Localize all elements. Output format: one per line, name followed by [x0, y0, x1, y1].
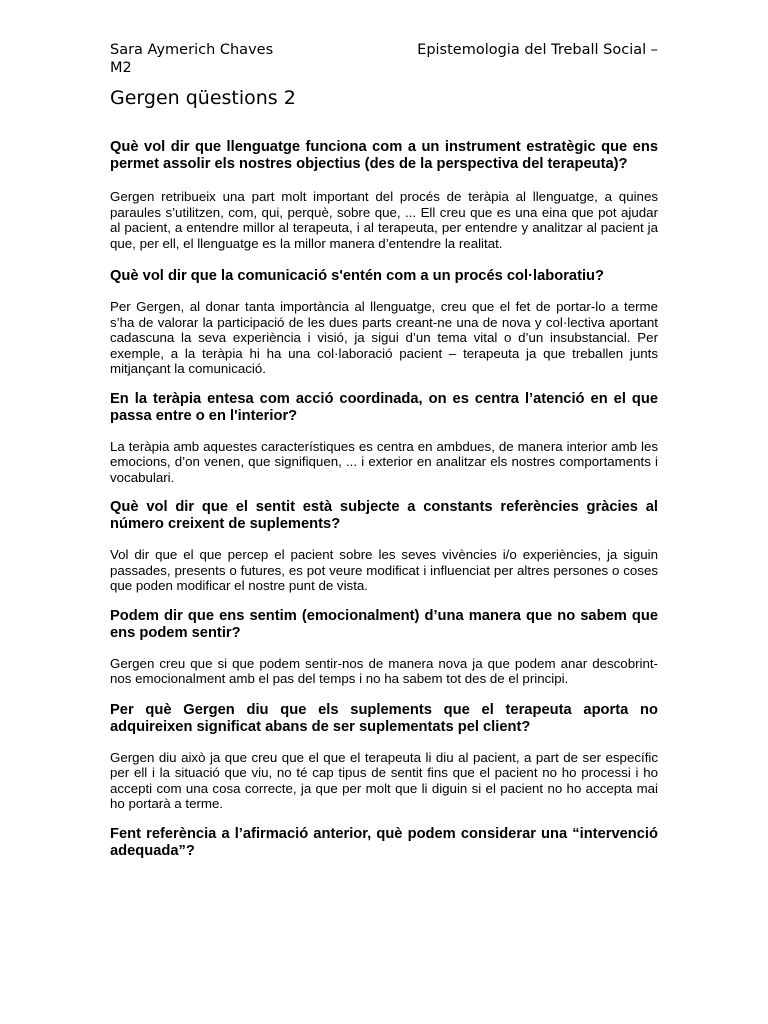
answer-2: Per Gergen, al donar tanta importància al llenguatge, creu que el fet de portar-lo a terme s’ha de valorar la participació de les dues parts creant-ne una de nova y col·lectiva aportant cadascuna la seva experiència i visió, ja sigui d’un tema vital o d’un insubstancial. Per exemple, a la teràpia hi ha una col·laboració pacient – terapeuta ja que treballen junts mitjançant la comunicació. [110, 299, 658, 376]
document-title: Gergen qüestions 2 [110, 87, 296, 109]
course-name: Epistemologia del Treball Social – [417, 42, 658, 58]
question-3: En la teràpia entesa com acció coordinada, on es centra l’atenció en el que passa entre o en l'interior? [110, 390, 658, 424]
answer-3: La teràpia amb aquestes característiques es centra en ambdues, de manera interior amb les emocions, d’on venen, que signifiquen, ... i exterior en analitzar els nostres comportaments i vocabulari. [110, 438, 658, 485]
question-1: Què vol dir que llenguatge funciona com a un instrument estratègic que ens permet assolir els nostres objectius (des de la perspectiva del terapeuta)? [110, 139, 658, 172]
question-6: Per què Gergen diu que els suplements que el terapeuta aporta no adquireixen significat abans de ser suplementats pel client? [110, 701, 658, 735]
answer-1: Gergen retribueix una part molt important del procés de teràpia al llenguatge, a quines paraules s’utilitzen, com, qui, perquè, sobre que, ... Ell creu que es una eina que pot ajudar al pacient, a entendre millor al terapeuta, i al terapeuta, per entendre y analitzar al pacient ja que, per ell, el llenguatge es la millor manera d’entendre la realitat. [110, 189, 658, 251]
author-name: Sara Aymerich Chaves [110, 42, 274, 58]
answer-5: Gergen creu que si que podem sentir-nos de manera nova ja que podem anar descobrint-nos emocionalment amb el pas del temps i no ha sabem tot des de el principi. [110, 655, 658, 686]
question-5: Podem dir que ens sentim (emocionalment) d’una manera que no sabem que ens podem sentir? [110, 607, 658, 641]
question-4: Què vol dir que el sentit està subjecte a constants referències gràcies al número creixent de suplements? [110, 499, 658, 532]
question-7: Fent referència a l’afirmació anterior, què podem considerar una “intervenció adequada”? [110, 825, 658, 859]
document-body [110, 139, 658, 860]
page-header [110, 41, 658, 77]
question-2: Què vol dir que la comunicació s'entén com a un procés col·laboratiu? [110, 268, 604, 284]
answer-4: Vol dir que el que percep el pacient sobre les seves vivències i/o experiències, ja siguin passades, presents o futures, es pot veure modificat i influenciat per altres persones o coses que poden modificar el nostre punt de vista. [110, 547, 658, 593]
course-name-continuation: M2 [110, 60, 132, 76]
answer-6: Gergen diu això ja que creu que el que el terapeuta li diu al pacient, a part de ser específic per ell i la situació que viu, no té cap tipus de sentit fins que el pacient no ho processi i ho accepti com una cosa correcte, ja que per molt que li diguin si el pacient no ho accepta mai ho portarà a terme. [110, 749, 658, 811]
